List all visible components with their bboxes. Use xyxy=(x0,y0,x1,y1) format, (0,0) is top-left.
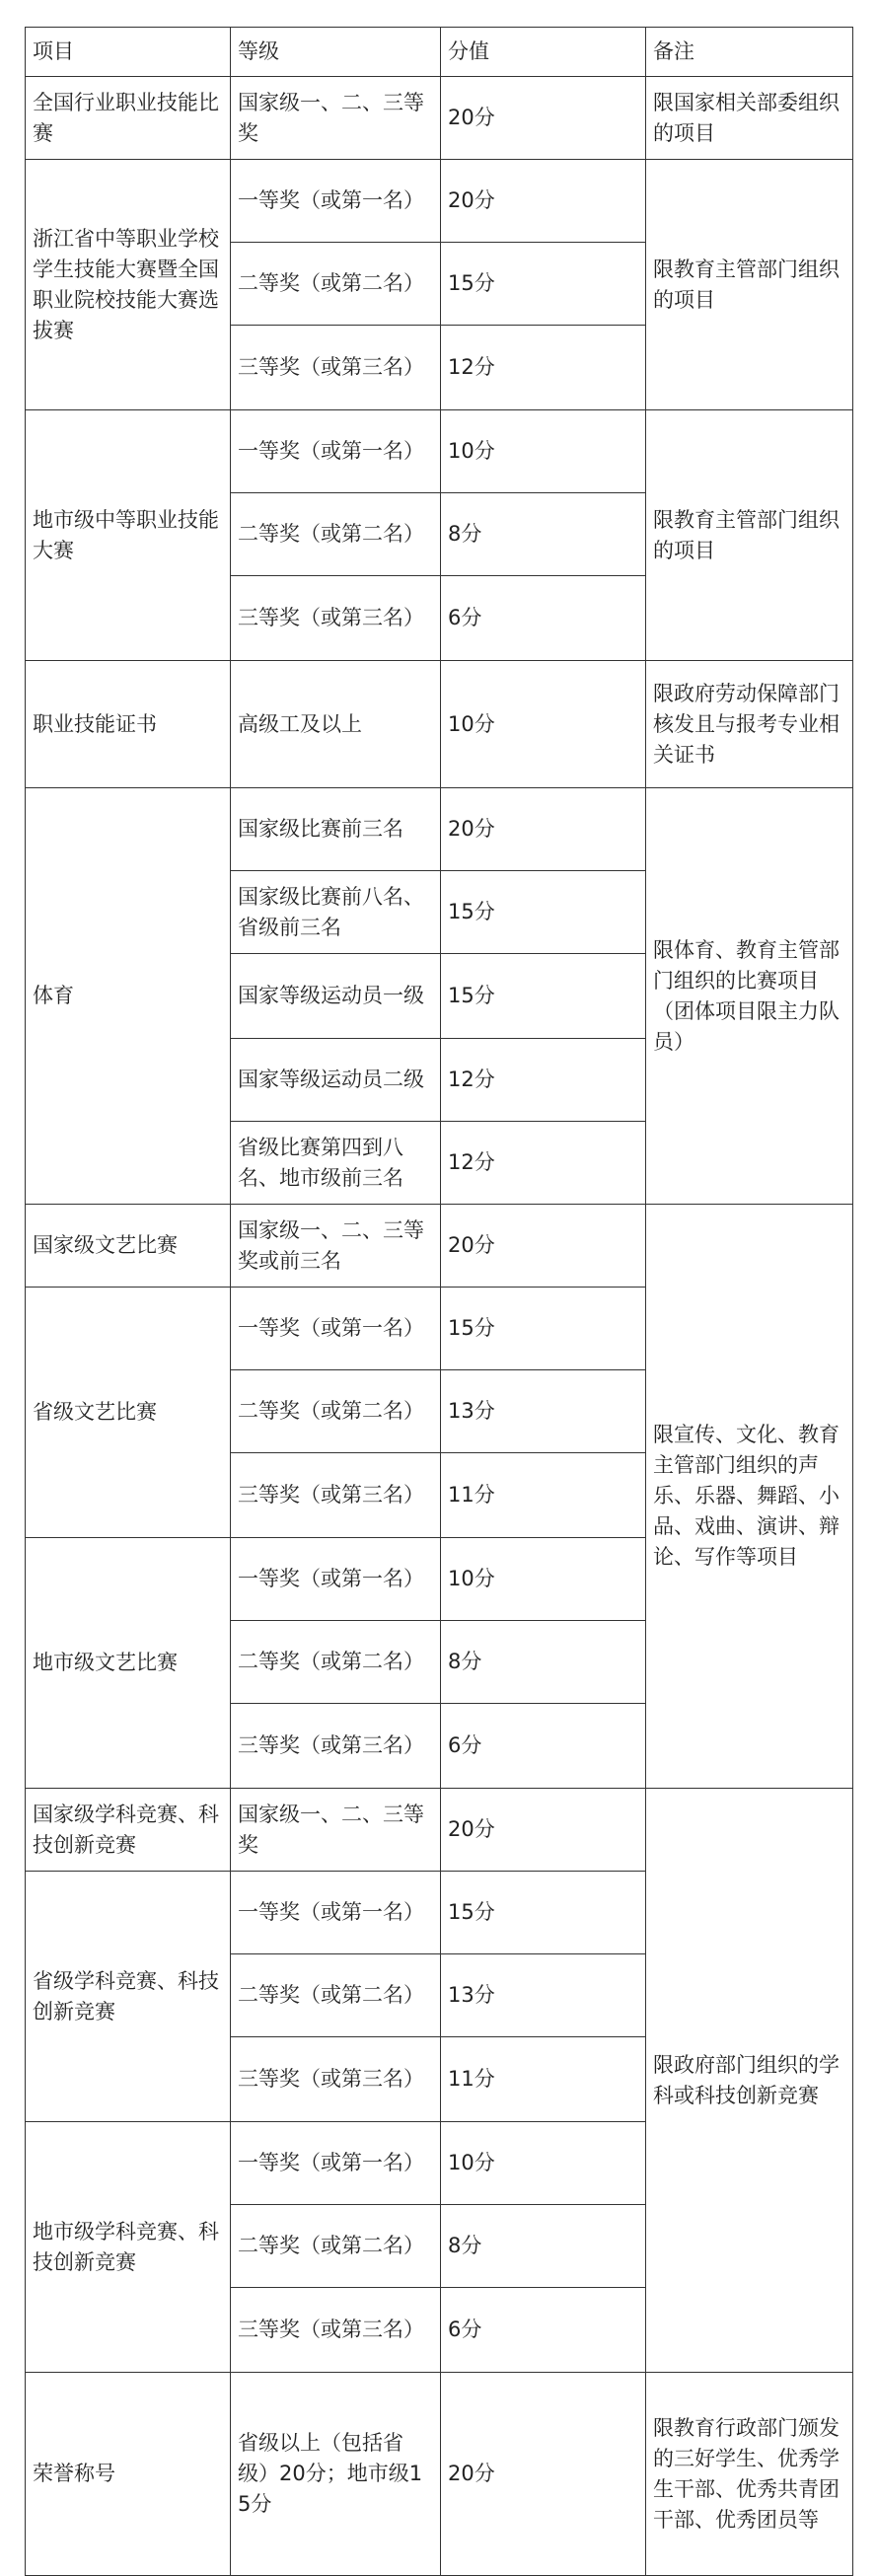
cell-level: 三等奖（或第三名） xyxy=(231,1453,441,1538)
cell-score: 15分 xyxy=(441,871,646,954)
table-row xyxy=(26,410,853,493)
table-row xyxy=(26,160,853,243)
cell-project: 浙江省中等职业学校学生技能大赛暨全国职业院校技能大赛选拔赛 xyxy=(26,160,231,410)
cell-score: 20分 xyxy=(441,788,646,871)
cell-score: 11分 xyxy=(441,1453,646,1538)
cell-level: 国家级一、二、三等奖 xyxy=(231,77,441,160)
cell-project: 地市级学科竞赛、科技创新竞赛 xyxy=(26,2122,231,2373)
cell-score: 20分 xyxy=(441,1789,646,1872)
cell-level: 国家级比赛前八名、省级前三名 xyxy=(231,871,441,954)
cell-level: 三等奖（或第三名） xyxy=(231,576,441,661)
cell-project: 国家级学科竞赛、科技创新竞赛 xyxy=(26,1789,231,1872)
cell-level: 一等奖（或第一名） xyxy=(231,1288,441,1370)
table-row xyxy=(26,788,853,871)
header-level: 等级 xyxy=(231,28,441,77)
cell-remark: 限教育主管部门组织的项目 xyxy=(646,410,853,661)
cell-score: 10分 xyxy=(441,661,646,788)
cell-remark: 限政府劳动保障部门核发且与报考专业相关证书 xyxy=(646,661,853,788)
cell-score: 15分 xyxy=(441,954,646,1039)
cell-level: 三等奖（或第三名） xyxy=(231,2037,441,2122)
cell-score: 12分 xyxy=(441,1039,646,1122)
cell-remark: 限教育主管部门组织的项目 xyxy=(646,160,853,410)
cell-project: 荣誉称号 xyxy=(26,2373,231,2576)
cell-score: 10分 xyxy=(441,1538,646,1621)
cell-score: 8分 xyxy=(441,493,646,576)
header-score: 分值 xyxy=(441,28,646,77)
cell-level: 一等奖（或第一名） xyxy=(231,1538,441,1621)
cell-score: 20分 xyxy=(441,1205,646,1288)
cell-score: 11分 xyxy=(441,2037,646,2122)
cell-level: 国家等级运动员一级 xyxy=(231,954,441,1039)
cell-level: 二等奖（或第二名） xyxy=(231,1954,441,2037)
cell-project: 地市级文艺比赛 xyxy=(26,1538,231,1789)
cell-score: 12分 xyxy=(441,1122,646,1205)
cell-level: 国家等级运动员二级 xyxy=(231,1039,441,1122)
cell-level: 三等奖（或第三名） xyxy=(231,326,441,410)
table-row xyxy=(26,661,853,788)
cell-level: 三等奖（或第三名） xyxy=(231,2288,441,2373)
cell-remark: 限政府部门组织的学科或科技创新竞赛 xyxy=(646,1789,853,2373)
cell-score: 12分 xyxy=(441,326,646,410)
cell-score: 20分 xyxy=(441,160,646,243)
table-row xyxy=(26,1205,853,1288)
cell-project: 省级文艺比赛 xyxy=(26,1288,231,1538)
cell-level: 国家级一、二、三等奖或前三名 xyxy=(231,1205,441,1288)
cell-score: 13分 xyxy=(441,1370,646,1453)
cell-level: 二等奖（或第二名） xyxy=(231,2205,441,2288)
cell-score: 15分 xyxy=(441,243,646,326)
cell-score: 10分 xyxy=(441,410,646,493)
cell-level: 国家级比赛前三名 xyxy=(231,788,441,871)
table-row xyxy=(26,2373,853,2576)
cell-project: 国家级文艺比赛 xyxy=(26,1205,231,1288)
cell-score: 15分 xyxy=(441,1288,646,1370)
cell-score: 10分 xyxy=(441,2122,646,2205)
table-row xyxy=(26,77,853,160)
cell-level: 二等奖（或第二名） xyxy=(231,493,441,576)
cell-level: 高级工及以上 xyxy=(231,661,441,788)
cell-remark: 限教育行政部门颁发的三好学生、优秀学生干部、优秀共青团干部、优秀团员等 xyxy=(646,2373,853,2576)
cell-score: 6分 xyxy=(441,2288,646,2373)
cell-remark: 限宣传、文化、教育主管部门组织的声乐、乐器、舞蹈、小品、戏曲、演讲、辩论、写作等项目 xyxy=(646,1205,853,1789)
cell-score: 20分 xyxy=(441,77,646,160)
cell-project: 地市级中等职业技能大赛 xyxy=(26,410,231,661)
table-row xyxy=(26,1789,853,1872)
cell-level: 省级比赛第四到八名、地市级前三名 xyxy=(231,1122,441,1205)
header-remark: 备注 xyxy=(646,28,853,77)
cell-level: 一等奖（或第一名） xyxy=(231,2122,441,2205)
table-header-row xyxy=(26,28,853,77)
cell-project: 体育 xyxy=(26,788,231,1205)
cell-remark: 限体育、教育主管部门组织的比赛项目（团体项目限主力队员） xyxy=(646,788,853,1205)
cell-level: 二等奖（或第二名） xyxy=(231,1370,441,1453)
cell-remark: 限国家相关部委组织的项目 xyxy=(646,77,853,160)
cell-level: 一等奖（或第一名） xyxy=(231,1872,441,1954)
cell-project: 职业技能证书 xyxy=(26,661,231,788)
cell-level: 一等奖（或第一名） xyxy=(231,410,441,493)
cell-project: 省级学科竞赛、科技创新竞赛 xyxy=(26,1872,231,2122)
cell-level: 三等奖（或第三名） xyxy=(231,1704,441,1789)
cell-level: 一等奖（或第一名） xyxy=(231,160,441,243)
cell-level: 二等奖（或第二名） xyxy=(231,1621,441,1704)
cell-score: 8分 xyxy=(441,2205,646,2288)
cell-level: 省级以上（包括省级）20分；地市级15分 xyxy=(231,2373,441,2576)
cell-score: 6分 xyxy=(441,1704,646,1789)
cell-score: 20分 xyxy=(441,2373,646,2576)
table-body xyxy=(26,28,853,2576)
cell-level: 国家级一、二、三等奖 xyxy=(231,1789,441,1872)
cell-score: 13分 xyxy=(441,1954,646,2037)
cell-score: 6分 xyxy=(441,576,646,661)
cell-level: 二等奖（或第二名） xyxy=(231,243,441,326)
header-project: 项目 xyxy=(26,28,231,77)
cell-score: 8分 xyxy=(441,1621,646,1704)
scoring-table xyxy=(25,27,853,2576)
cell-project: 全国行业职业技能比赛 xyxy=(26,77,231,160)
cell-score: 15分 xyxy=(441,1872,646,1954)
